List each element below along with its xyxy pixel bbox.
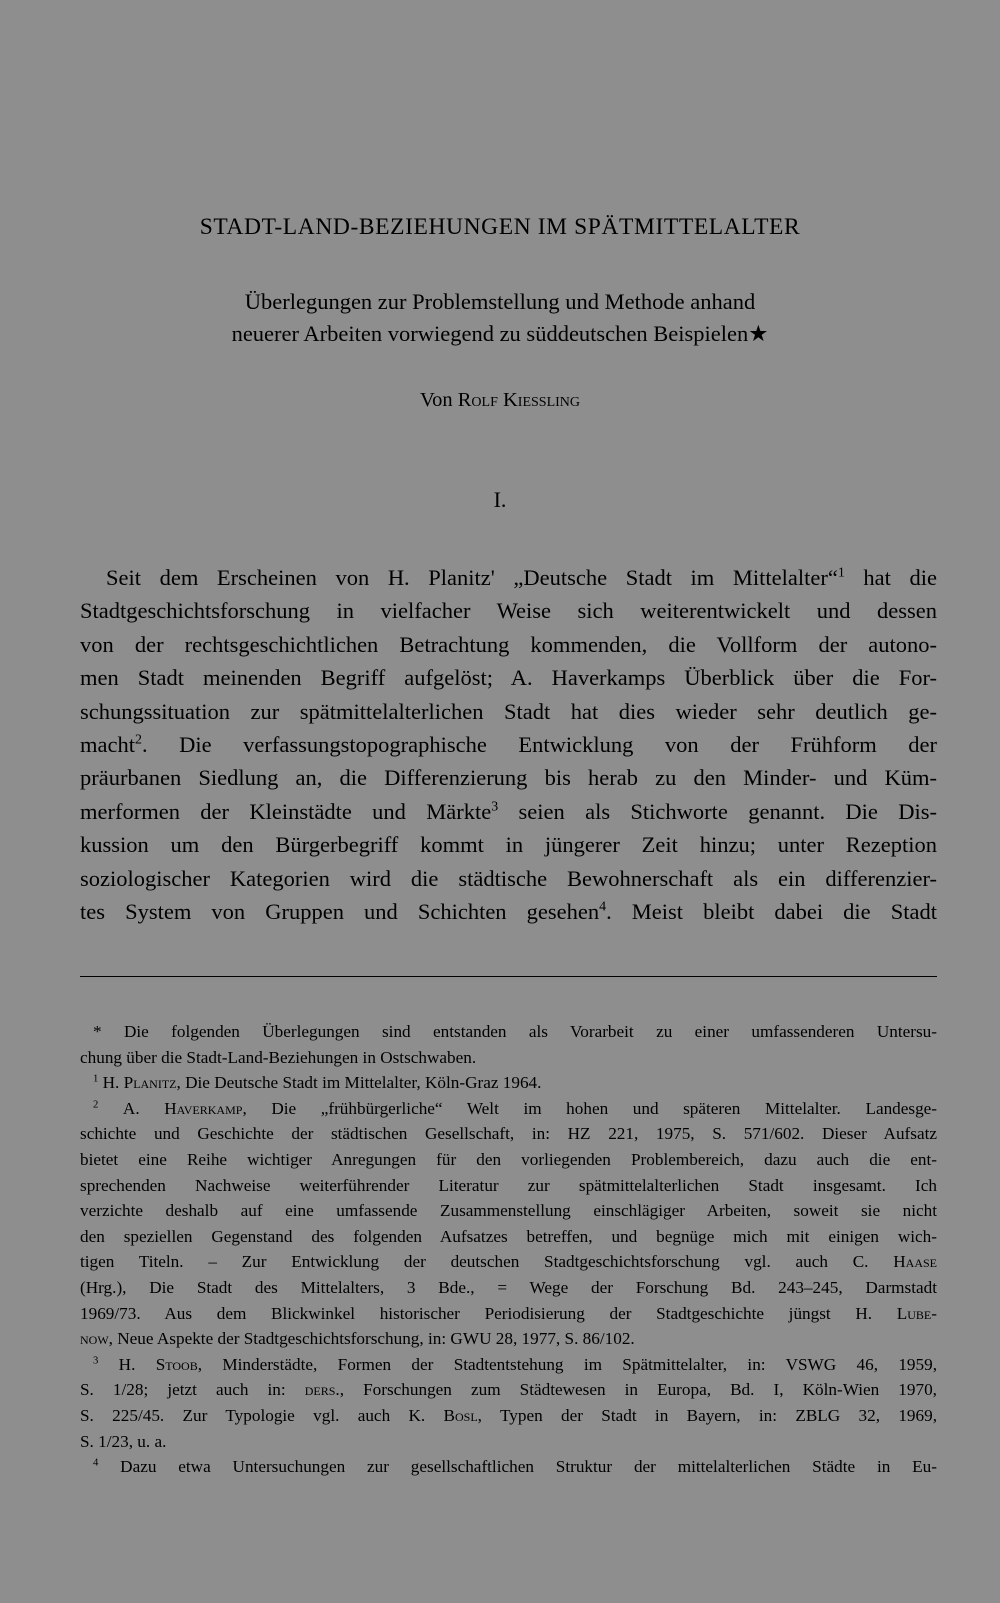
text-line: präurbanen Siedlung an, die Differenzierung bis herab zu den Minder- und Küm- [80, 765, 937, 791]
section-number: I. [493, 487, 507, 512]
text-line: Seit dem Erscheinen von H. Planitz' „Deutsche Stadt im Mittelalter“$^1$ hat die [106, 565, 937, 590]
footnote-line: den speziellen Gegenstand des folgenden Aufsatzes betreffen, und begnüge mich mit einigen wich- [80, 1226, 937, 1246]
footnote-line: sprechenden Nachweise weiterführender Literatur zur spätmittelalterlichen Stadt insgesamt. Ich [80, 1175, 937, 1195]
footnote-line: chung über die Stadt-Land-Beziehungen in Ostschwaben. [80, 1047, 477, 1067]
footnote-line: $^2$ A. Haverkamp, Die „frühbürgerliche“ Welt im hohen und späteren Mittelalter. Landesge- [93, 1098, 938, 1118]
text-line: von der rechtsgeschichtlichen Betrachtung kommenden, die Vollform der autono- [80, 631, 937, 657]
footnote-line: verzichte deshalb auf eine umfassende Zusammenstellung einschlägiger Arbeiten, soweit sie nicht [80, 1201, 937, 1221]
text-line: tes System von Gruppen und Schichten gesehen$^4$. Meist bleibt dabei die Stadt [80, 899, 937, 925]
article-title: STADT-LAND-BEZIEHUNGEN IM SPÄTMITTELALTER [199, 214, 801, 240]
article-subtitle [0, 286, 1000, 350]
subtitle-line: Überlegungen zur Problemstellung und Methode anhand [244, 289, 756, 314]
text-line: men Stadt meinenden Begriff aufgelöst; A. Haverkamps Überblick über die For- [80, 665, 937, 691]
text-line: macht$^2$. Die verfassungstopographische Entwicklung von der Frühform der [80, 732, 937, 758]
author-prefix: Von [419, 389, 458, 411]
subtitle-line: neuerer Arbeiten vorwiegend zu süddeutschen Beispielen★ [231, 321, 769, 346]
text-line: schungssituation zur spätmittelalterlichen Stadt hat dies wieder sehr deutlich ge- [80, 698, 937, 724]
footnote-line: S. 225/45. Zur Typologie vgl. auch K. Bosl, Typen der Stadt in Bayern, in: ZBLG 32, 1969, [80, 1405, 937, 1425]
footnote-line: $^4$ Dazu etwa Untersuchungen zur gesellschaftlichen Struktur der mittelalterlichen Städte in Eu- [93, 1457, 937, 1477]
footnote-line: tigen Titeln. – Zur Entwicklung der deutschen Stadtgeschichtsforschung vgl. auch C. Haase [80, 1252, 937, 1272]
text-line: merformen der Kleinstädte und Märkte$^3$ seien als Stichworte genannt. Die Dis- [80, 798, 937, 824]
footnote-line: $^1$ H. Planitz, Die Deutsche Stadt im Mittelalter, Köln-Graz 1964. [93, 1073, 542, 1093]
footnote-marker: 1 [93, 1073, 99, 1085]
text-line: kussion um den Bürgerbegriff kommt in jüngerer Zeit hinzu; unter Rezeption [80, 832, 937, 858]
footnote-divider [80, 976, 937, 977]
footnote-line: S. 1/23, u. a. [80, 1431, 167, 1451]
footnote-line: S. 1/28; jetzt auch in: ders., Forschungen zum Städtewesen in Europa, Bd. I, Köln-Wien 1970, [80, 1380, 937, 1400]
footnote-line: bietet eine Reihe wichtiger Anregungen für den vorliegenden Problembereich, dazu auch die ent- [80, 1149, 937, 1169]
footnote-marker: * [93, 1022, 124, 1041]
text-line: Stadtgeschichtsforschung in vielfacher Weise sich weiterentwickelt und dessen [80, 598, 937, 624]
footnote-marker: 4 [93, 1457, 99, 1469]
footnote-ref: 2 [134, 732, 142, 748]
footnote-line: (Hrg.), Die Stadt des Mittelalters, 3 Bde., = Wege der Forschung Bd. 243–245, Darmstadt [80, 1277, 937, 1297]
footnote-marker: 2 [93, 1099, 99, 1111]
footnote-ref: 1 [837, 565, 845, 581]
footnote-ref: 4 [599, 899, 607, 915]
footnote-line: now, Neue Aspekte der Stadtgeschichtsforschung, in: GWU 28, 1977, S. 86/102. [80, 1329, 635, 1349]
footnote-line: 1969/73. Aus dem Blickwinkel historischer Periodisierung der Stadtgeschichte jüngst H. Lube- [80, 1303, 937, 1323]
body-paragraph [80, 561, 937, 928]
author-line [0, 389, 1000, 412]
footnote-ref: 3 [491, 799, 499, 815]
footnotes [80, 1019, 937, 1480]
footnote-line: * Die folgenden Überlegungen sind entstanden als Vorarbeit zu einer umfassenderen Untersu- [93, 1022, 937, 1041]
text-line: soziologischer Kategorien wird die städtische Bewohnerschaft als ein differenzier- [80, 865, 937, 891]
author-name: Rolf Kiessling [457, 389, 581, 411]
footnote-line: schichte und Geschichte der städtischen Gesellschaft, in: HZ 221, 1975, S. 571/602. Dieser Aufsatz [80, 1124, 937, 1144]
footnote-marker: 3 [93, 1354, 99, 1366]
footnote-line: $^3$ H. Stoob, Minderstädte, Formen der Stadtentstehung im Spätmittelalter, in: VSWG 46, 1959, [93, 1354, 937, 1374]
